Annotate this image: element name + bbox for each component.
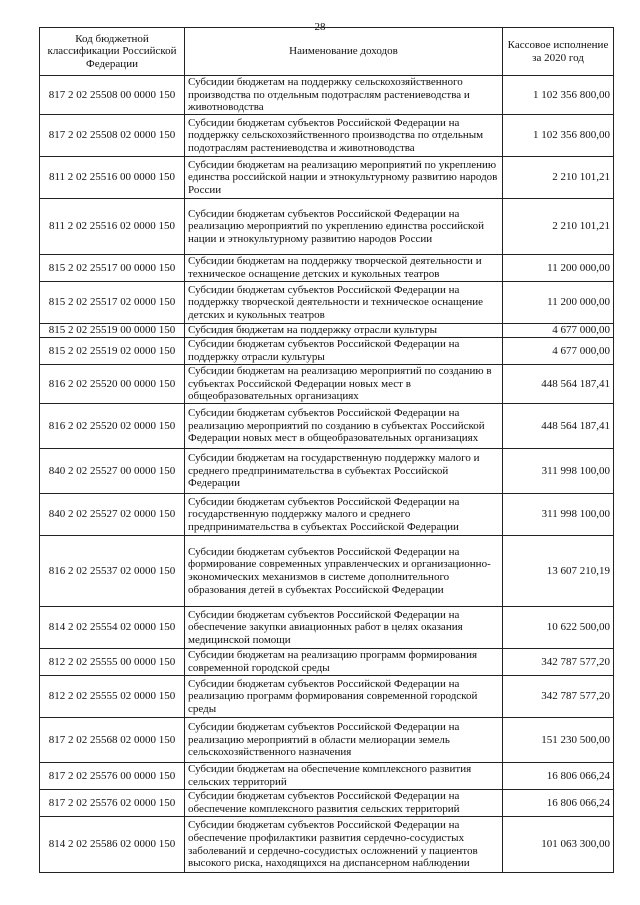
row-code: 812 2 02 25555 00 0000 150: [40, 649, 185, 676]
row-name: Субсидии бюджетам на реализацию мероприятий по созданию в субъектах Российской Федерации новых мест в общеобразовательных организациях: [185, 365, 503, 404]
row-code: 840 2 02 25527 02 0000 150: [40, 494, 185, 536]
header-code: Код бюджетной классификации Российской Федерации: [40, 28, 185, 76]
page-number: 28: [314, 21, 326, 33]
row-name: Субсидии бюджетам субъектов Российской Федерации на обеспечение закупки авиационных работ в целях оказания медицинской помощи: [185, 607, 503, 649]
table-row: [40, 338, 614, 365]
row-name: Субсидии бюджетам на обеспечение комплексного развития сельских территорий: [185, 763, 503, 790]
row-amount: 13 607 210,19: [503, 536, 614, 607]
row-code: 816 2 02 25520 02 0000 150: [40, 404, 185, 449]
table-row: [40, 157, 614, 199]
row-name: Субсидии бюджетам субъектов Российской Федерации на обеспечение комплексного развития сельских территорий: [185, 790, 503, 817]
table-row: [40, 676, 614, 718]
row-name: Субсидии бюджетам субъектов Российской Федерации на реализацию мероприятий в области мелиорации земель сельскохозяйственного назначения: [185, 718, 503, 763]
header-amount: Кассовое исполнение за 2020 год: [503, 28, 614, 76]
row-amount: 311 998 100,00: [503, 494, 614, 536]
table-row: [40, 255, 614, 282]
row-amount: 448 564 187,41: [503, 365, 614, 404]
table-row: [40, 404, 614, 449]
table-header-row: [40, 28, 614, 76]
row-amount: 1 102 356 800,00: [503, 115, 614, 157]
row-code: 816 2 02 25537 02 0000 150: [40, 536, 185, 607]
row-code: 840 2 02 25527 00 0000 150: [40, 449, 185, 494]
row-name: Субсидии бюджетам субъектов Российской Федерации на поддержку творческой деятельности и техническое оснащение детских и кукольных театров: [185, 282, 503, 324]
row-code: 814 2 02 25586 02 0000 150: [40, 817, 185, 873]
row-code: 815 2 02 25517 02 0000 150: [40, 282, 185, 324]
row-amount: 11 200 000,00: [503, 282, 614, 324]
table-row: [40, 718, 614, 763]
row-name: Субсидии бюджетам на реализацию программ формирования современной городской среды: [185, 649, 503, 676]
table-body: [40, 76, 614, 873]
table-row: [40, 494, 614, 536]
row-code: 817 2 02 25576 00 0000 150: [40, 763, 185, 790]
row-name: Субсидии бюджетам субъектов Российской Федерации на поддержку сельскохозяйственного производства по отдельным подотраслям растениеводства и животноводства: [185, 115, 503, 157]
row-name: Субсидии бюджетам на государственную поддержку малого и среднего предпринимательства в субъектах Российской Федерации: [185, 449, 503, 494]
table-row: [40, 324, 614, 338]
row-name: Субсидии бюджетам субъектов Российской Федерации на формирование современных управленческих и организационно-экономических механизмов в системе дополнительного образования детей в субъектах Российской Федерации: [185, 536, 503, 607]
table-row: [40, 199, 614, 255]
row-amount: 311 998 100,00: [503, 449, 614, 494]
row-code: 815 2 02 25519 00 0000 150: [40, 324, 185, 338]
row-name: Субсидии бюджетам субъектов Российской Федерации на реализацию программ формирования современной городской среды: [185, 676, 503, 718]
row-name: Субсидии бюджетам субъектов Российской Федерации на реализацию мероприятий по созданию в субъектах Российской Федерации новых мест в общеобразовательных организациях: [185, 404, 503, 449]
row-code: 817 2 02 25576 02 0000 150: [40, 790, 185, 817]
row-amount: 4 677 000,00: [503, 338, 614, 365]
row-name: Субсидия бюджетам на поддержку отрасли культуры: [185, 324, 503, 338]
row-amount: 2 210 101,21: [503, 199, 614, 255]
row-amount: 16 806 066,24: [503, 763, 614, 790]
row-name: Субсидии бюджетам на реализацию мероприятий по укреплению единства российской нации и этнокультурному развитию народов России: [185, 157, 503, 199]
table-row: [40, 76, 614, 115]
revenue-table: [39, 27, 614, 873]
row-amount: 101 063 300,00: [503, 817, 614, 873]
row-code: 817 2 02 25508 02 0000 150: [40, 115, 185, 157]
row-amount: 1 102 356 800,00: [503, 76, 614, 115]
row-code: 811 2 02 25516 00 0000 150: [40, 157, 185, 199]
table-row: [40, 763, 614, 790]
row-amount: 342 787 577,20: [503, 676, 614, 718]
header-name: Наименование доходов: [185, 28, 503, 76]
row-amount: 448 564 187,41: [503, 404, 614, 449]
table-row: [40, 607, 614, 649]
table-row: [40, 817, 614, 873]
table-row: [40, 282, 614, 324]
row-code: 812 2 02 25555 02 0000 150: [40, 676, 185, 718]
row-code: 811 2 02 25516 02 0000 150: [40, 199, 185, 255]
row-code: 817 2 02 25568 02 0000 150: [40, 718, 185, 763]
row-code: 816 2 02 25520 00 0000 150: [40, 365, 185, 404]
table-row: [40, 449, 614, 494]
row-amount: 4 677 000,00: [503, 324, 614, 338]
row-amount: 11 200 000,00: [503, 255, 614, 282]
row-name: Субсидии бюджетам субъектов Российской Федерации на обеспечение профилактики развития сердечно-сосудистых заболеваний и сердечно-сосудистых осложнений у пациентов высокого риска, находящихся на диспансерном наблюдении: [185, 817, 503, 873]
row-amount: 10 622 500,00: [503, 607, 614, 649]
row-amount: 151 230 500,00: [503, 718, 614, 763]
table-row: [40, 365, 614, 404]
row-amount: 2 210 101,21: [503, 157, 614, 199]
row-name: Субсидии бюджетам субъектов Российской Федерации на поддержку отрасли культуры: [185, 338, 503, 365]
row-code: 815 2 02 25519 02 0000 150: [40, 338, 185, 365]
row-name: Субсидии бюджетам на поддержку сельскохозяйственного производства по отдельным подотраслям растениеводства и животноводства: [185, 76, 503, 115]
row-code: 817 2 02 25508 00 0000 150: [40, 76, 185, 115]
row-amount: 16 806 066,24: [503, 790, 614, 817]
row-name: Субсидии бюджетам субъектов Российской Федерации на государственную поддержку малого и среднего предпринимательства в субъектах Российской Федерации: [185, 494, 503, 536]
row-code: 815 2 02 25517 00 0000 150: [40, 255, 185, 282]
row-name: Субсидии бюджетам на поддержку творческой деятельности и техническое оснащение детских и кукольных театров: [185, 255, 503, 282]
row-amount: 342 787 577,20: [503, 649, 614, 676]
table-row: [40, 115, 614, 157]
row-code: 814 2 02 25554 02 0000 150: [40, 607, 185, 649]
table-row: [40, 790, 614, 817]
row-name: Субсидии бюджетам субъектов Российской Федерации на реализацию мероприятий по укреплению единства российской нации и этнокультурному развитию народов России: [185, 199, 503, 255]
table-row: [40, 536, 614, 607]
table-row: [40, 649, 614, 676]
